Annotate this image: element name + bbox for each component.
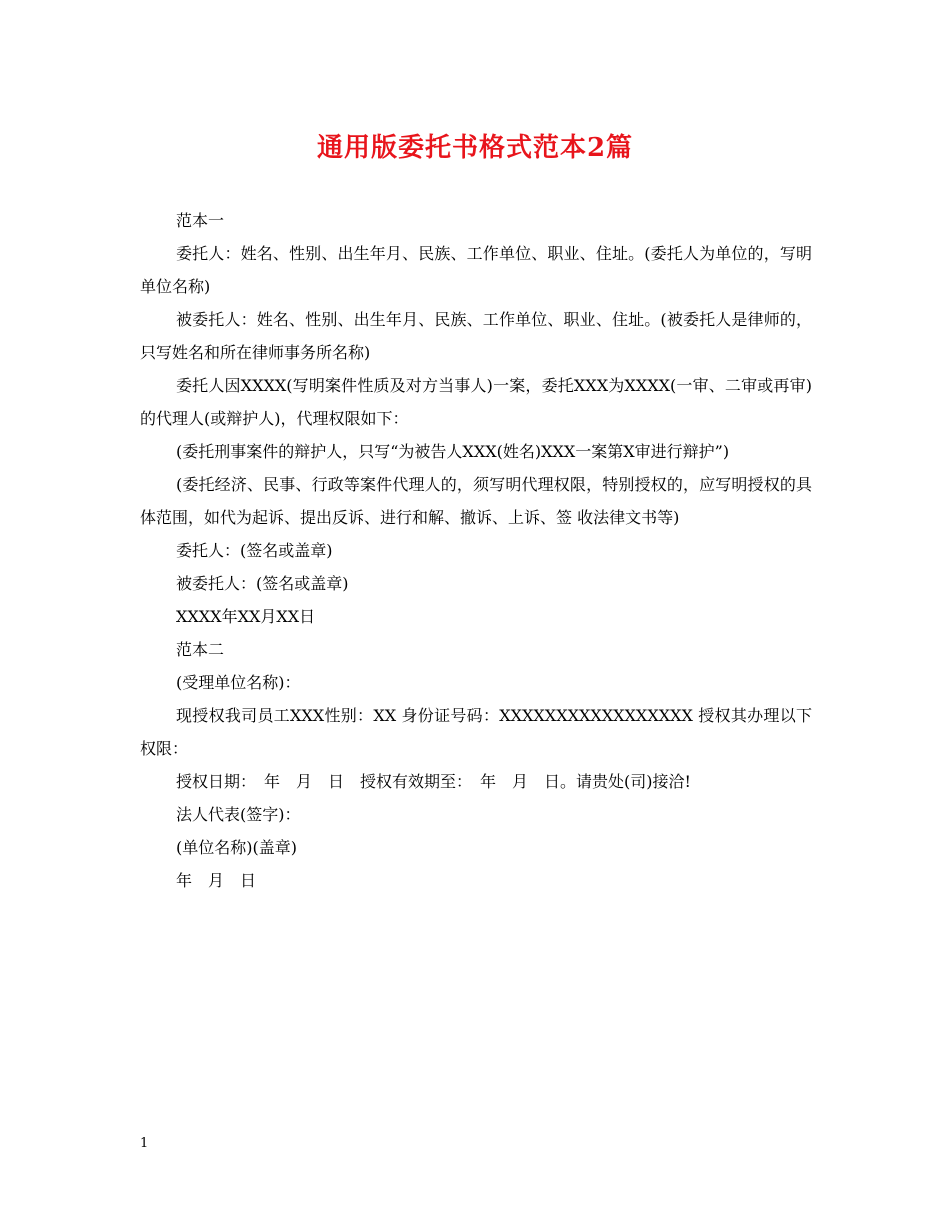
paragraph-template-one-heading: 范本一 <box>176 211 225 230</box>
paragraph-unit-seal: (单位名称)(盖章) <box>176 838 297 857</box>
paragraph-criminal-defense-note: (委托刑事案件的辩护人，只写“为被告人XXX(姓名)XXX一案第X审进行辩护”) <box>176 442 730 461</box>
paragraph-case-authority: 委托人因XXXX(写明案件性质及对方当事人)一案，委托XXX为XXXX(一审、二审或再审)的代理人(或辩护人)，代理权限如下： <box>140 376 812 428</box>
paragraph-receiving-unit: (受理单位名称)： <box>176 673 301 692</box>
paragraph-civil-authority-note: (委托经济、民事、行政等案件代理人的，须写明代理权限，特别授权的，应写明授权的具体范围，如代为起诉、提出反诉、进行和解、撤诉、上诉、签 收法律文书等) <box>140 475 812 527</box>
paragraph-template-two-heading: 范本二 <box>176 640 225 659</box>
paragraph-date-one: XXXX年XX月XX日 <box>176 607 316 626</box>
paragraph-authorization: 现授权我司员工XXX性别：XX 身份证号码：XXXXXXXXXXXXXXXXX 授权其办理以下权限： <box>140 706 812 758</box>
paragraph-date-two: 年 月 日 <box>176 871 257 890</box>
document-body <box>140 204 812 897</box>
document-title: 通用版委托书格式范本2篇 <box>316 133 634 163</box>
paragraph-agent-signature: 被委托人：(签名或盖章) <box>176 574 349 593</box>
paragraph-agent: 被委托人：姓名、性别、出生年月、民族、工作单位、职业、住址。(被委托人是律师的，只写姓名和所在律师事务所名称) <box>140 310 812 362</box>
paragraph-principal-signature: 委托人：(签名或盖章) <box>176 541 333 560</box>
page-number: 1 <box>140 1136 149 1151</box>
paragraph-legal-representative: 法人代表(签字)： <box>176 805 301 824</box>
paragraph-authorization-dates: 授权日期： 年 月 日 授权有效期至： 年 月 日。请贵处(司)接洽! <box>176 772 691 791</box>
paragraph-principal: 委托人：姓名、性别、出生年月、民族、工作单位、职业、住址。(委托人为单位的，写明单位名称) <box>140 244 812 296</box>
